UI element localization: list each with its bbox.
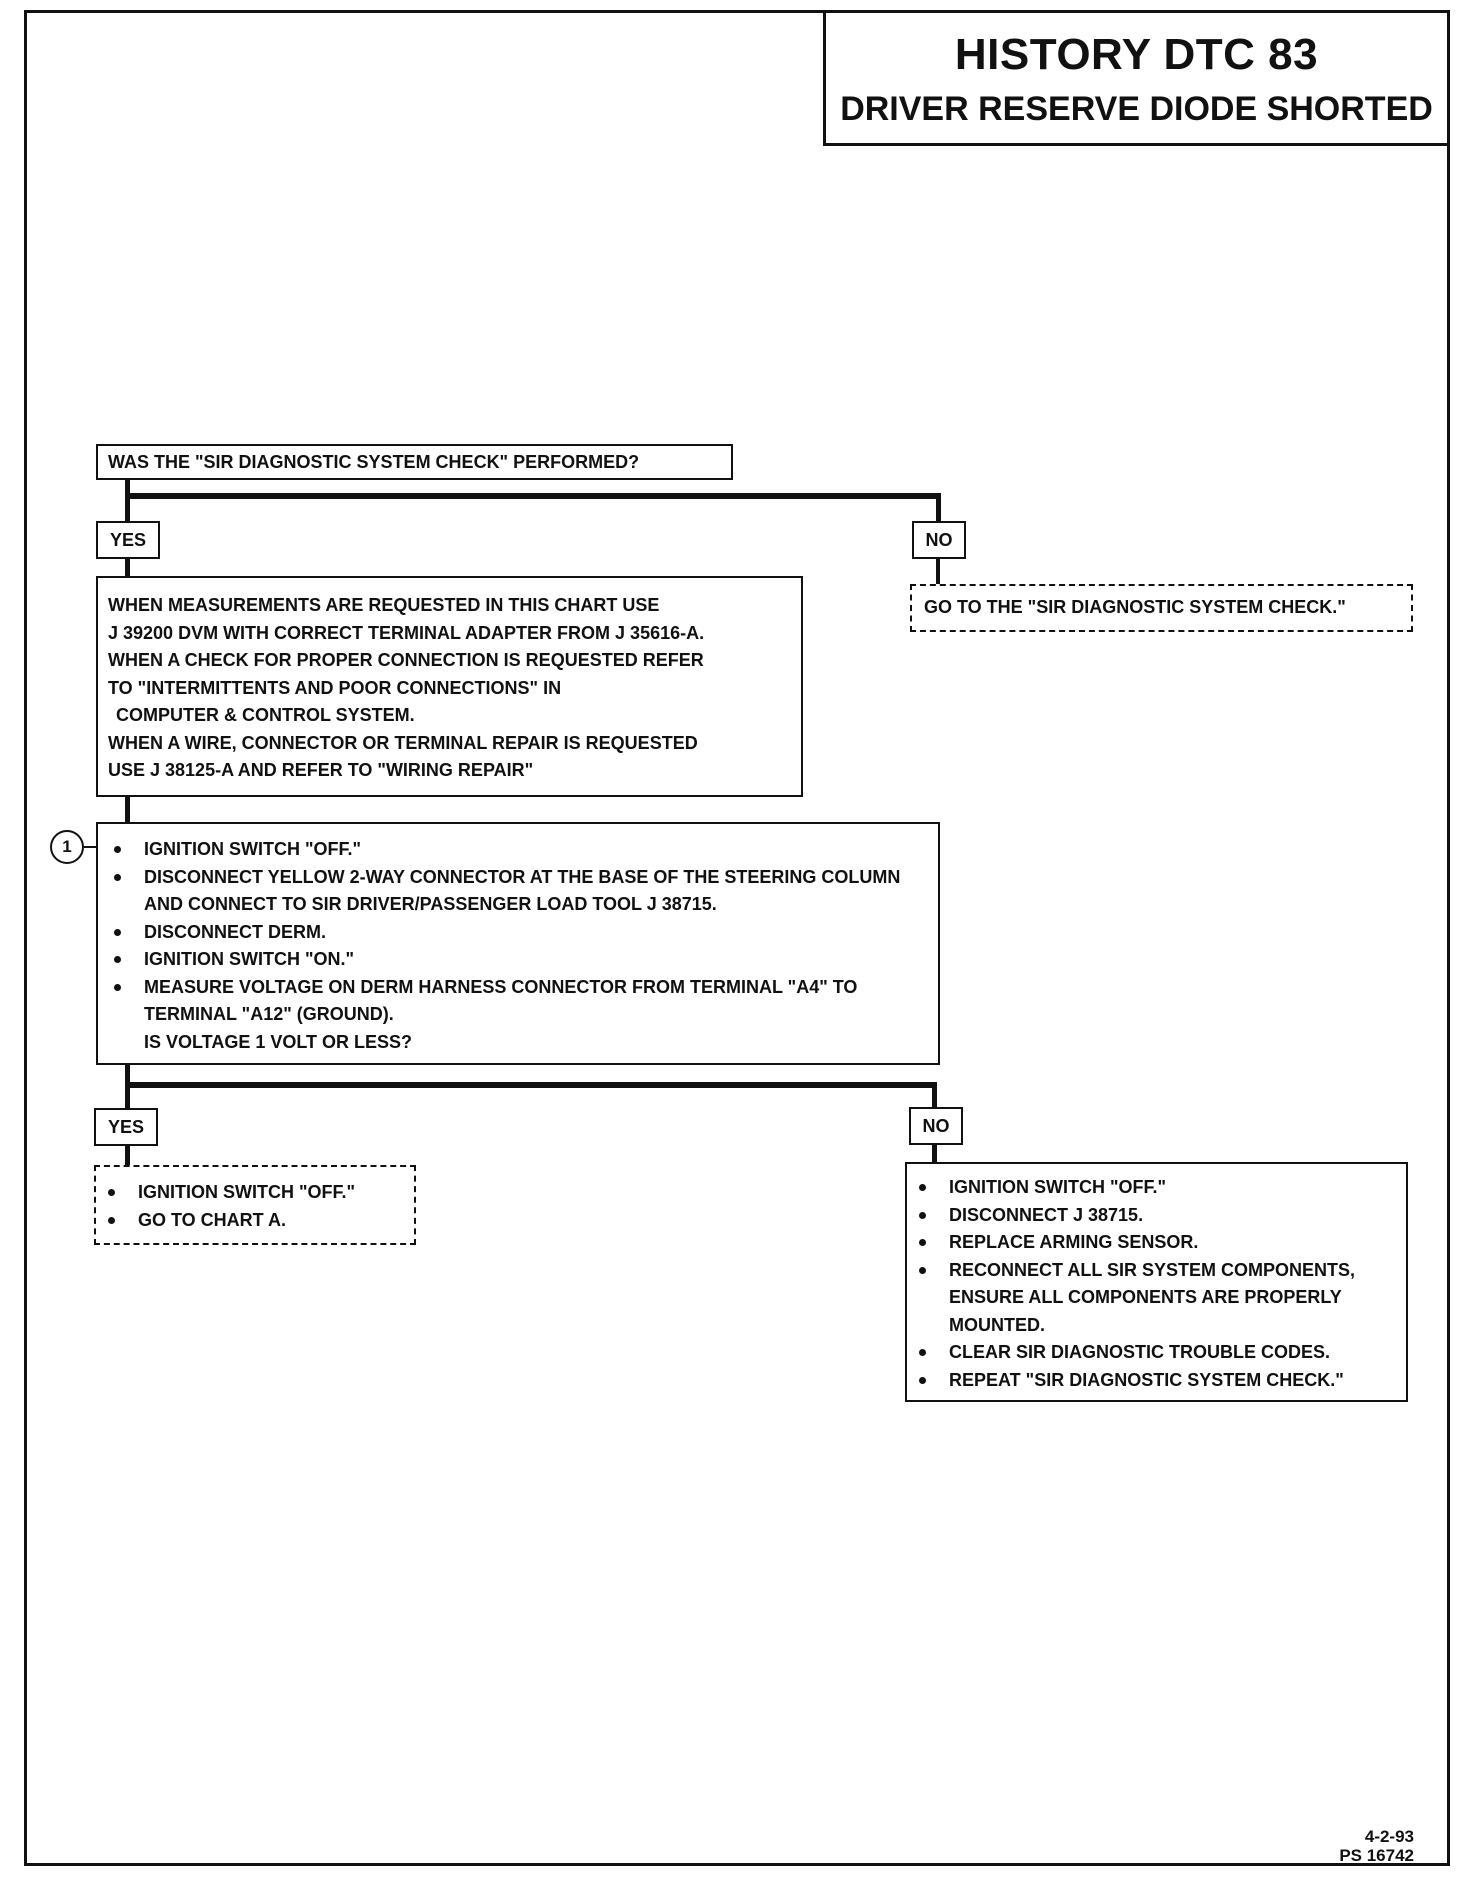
connector-line bbox=[936, 493, 941, 523]
no-label: NO bbox=[912, 521, 966, 559]
action-item: REPLACE ARMING SENSOR. bbox=[907, 1229, 1398, 1257]
connector-line bbox=[125, 493, 940, 499]
step-number-badge: 1 bbox=[50, 830, 84, 864]
no-label: NO bbox=[909, 1107, 963, 1145]
step-item: IGNITION SWITCH "ON." bbox=[102, 946, 928, 974]
info-line: J 39200 DVM WITH CORRECT TERMINAL ADAPTER FROM J 35616-A. bbox=[108, 622, 705, 643]
connector-line bbox=[125, 1082, 936, 1088]
yes-label: YES bbox=[94, 1108, 158, 1146]
step-item: IGNITION SWITCH "OFF." bbox=[102, 836, 928, 864]
revision-date: 4-2-93 bbox=[1364, 1827, 1414, 1846]
title-block bbox=[823, 10, 1450, 146]
question-text: WAS THE "SIR DIAGNOSTIC SYSTEM CHECK" PERFORMED? bbox=[108, 452, 640, 472]
step-1-box bbox=[96, 822, 940, 1065]
connector-line bbox=[84, 846, 96, 848]
action-item: GO TO CHART A. bbox=[96, 1207, 408, 1235]
info-line: WHEN A WIRE, CONNECTOR OR TERMINAL REPAIR IS REQUESTED bbox=[108, 732, 698, 753]
figure-reference: PS 16742 bbox=[1339, 1846, 1414, 1865]
action-item: REPEAT "SIR DIAGNOSTIC SYSTEM CHECK." bbox=[907, 1367, 1398, 1395]
info-line: TO "INTERMITTENTS AND POOR CONNECTIONS" IN bbox=[108, 677, 562, 698]
page-subtitle: DRIVER RESERVE DIODE SHORTED bbox=[840, 90, 1433, 128]
info-line: COMPUTER & CONTROL SYSTEM. bbox=[116, 705, 415, 725]
no-action-text: GO TO THE "SIR DIAGNOSTIC SYSTEM CHECK." bbox=[924, 597, 1346, 617]
action-item: IGNITION SWITCH "OFF." bbox=[907, 1174, 1398, 1202]
footer bbox=[1339, 1827, 1414, 1865]
connector-line bbox=[932, 1082, 937, 1108]
replace-arming-sensor-box bbox=[905, 1162, 1408, 1402]
connector-line bbox=[125, 1144, 130, 1166]
measurement-info-box bbox=[96, 576, 803, 797]
connector-line bbox=[125, 556, 130, 578]
yes-label: YES bbox=[96, 521, 160, 559]
connector-line bbox=[125, 795, 130, 824]
action-item: CLEAR SIR DIAGNOSTIC TROUBLE CODES. bbox=[907, 1339, 1398, 1367]
step-question: IS VOLTAGE 1 VOLT OR LESS? bbox=[144, 1031, 413, 1052]
connector-line bbox=[125, 478, 130, 524]
info-line: WHEN MEASUREMENTS ARE REQUESTED IN THIS CHART USE bbox=[108, 595, 660, 615]
info-line: USE J 38125-A AND REFER TO "WIRING REPAIR" bbox=[108, 760, 534, 780]
action-item: IGNITION SWITCH "OFF." bbox=[96, 1179, 408, 1207]
go-to-system-check-box bbox=[910, 584, 1413, 632]
question-box bbox=[96, 444, 733, 480]
step-item: DISCONNECT DERM. bbox=[102, 919, 928, 947]
connector-line bbox=[932, 1144, 937, 1164]
go-to-chart-a-box bbox=[94, 1165, 416, 1245]
info-line: WHEN A CHECK FOR PROPER CONNECTION IS REQUESTED REFER bbox=[108, 650, 704, 670]
step-item: DISCONNECT YELLOW 2-WAY CONNECTOR AT THE BASE OF THE STEERING COLUMN AND CONNECT TO SIR DRIVER/PASSENGER LOAD TOOL J 38715. bbox=[102, 864, 928, 919]
action-item: RECONNECT ALL SIR SYSTEM COMPONENTS, ENSURE ALL COMPONENTS ARE PROPERLY MOUNTED. bbox=[907, 1257, 1398, 1340]
step-item: MEASURE VOLTAGE ON DERM HARNESS CONNECTOR FROM TERMINAL "A4" TO TERMINAL "A12" (GROUND). bbox=[102, 974, 928, 1029]
action-item: DISCONNECT J 38715. bbox=[907, 1202, 1398, 1230]
page-title: HISTORY DTC 83 bbox=[954, 30, 1319, 79]
